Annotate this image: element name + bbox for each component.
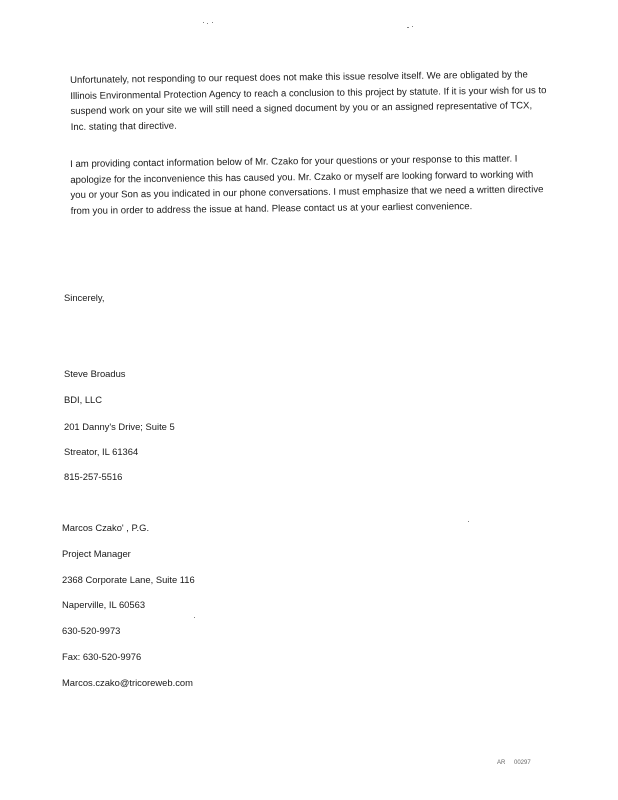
footer-ar-label: AR [497, 760, 506, 766]
scan-speck [212, 22, 213, 23]
scan-speck [407, 27, 409, 28]
signatory-2-title: Project Manager [62, 548, 131, 559]
signatory-2-city: Naperville, IL 60563 [62, 599, 146, 610]
closing-salutation: Sincerely, [64, 292, 105, 303]
scan-speck [468, 521, 469, 522]
signatory-2-name: Marcos Czako' , P.G. [62, 522, 150, 533]
scan-speck [203, 22, 204, 23]
signatory-2-email: Marcos.czako@tricoreweb.com [62, 677, 193, 688]
signatory-1-city: Streator, IL 61364 [64, 446, 139, 457]
footer-page-number: 00297 [514, 760, 531, 766]
signatory-2-address: 2368 Corporate Lane, Suite 116 [62, 574, 195, 585]
signatory-1-name: Steve Broadus [64, 368, 126, 379]
signatory-1-phone: 815-257-5516 [64, 471, 123, 482]
body-paragraph-2: I am providing contact information below of Mr. Czako for your questions or your response to this matter. I apologize for the inconvenience this has caused you. Mr. Czako or myself are looking forward to working with you or your Son as you indicated in our phone conversations. I must emphasize that we need a written directive from you in order to address the issue at hand. Please contact us at your earliest convenience. [70, 153, 544, 217]
scan-speck [207, 23, 208, 24]
scan-speck [194, 617, 195, 618]
signatory-1-address: 201 Danny's Drive; Suite 5 [64, 421, 175, 432]
signatory-2-fax: Fax: 630-520-9976 [62, 651, 142, 662]
signatory-1-company: BDI, LLC [64, 394, 103, 405]
signatory-2-phone: 630-520-9973 [62, 625, 121, 636]
body-paragraph-1: Unfortunately, not responding to our request does not make this issue resolve itself. We are obligated by the Illinois Environmental Protection Agency to reach a conclusion to this project by statute. If it is your wish for us to suspend work on your site we will still need a signed document by you or an assigned representative of TCX, Inc. stating that directive. [70, 69, 547, 133]
scan-speck [412, 26, 413, 27]
